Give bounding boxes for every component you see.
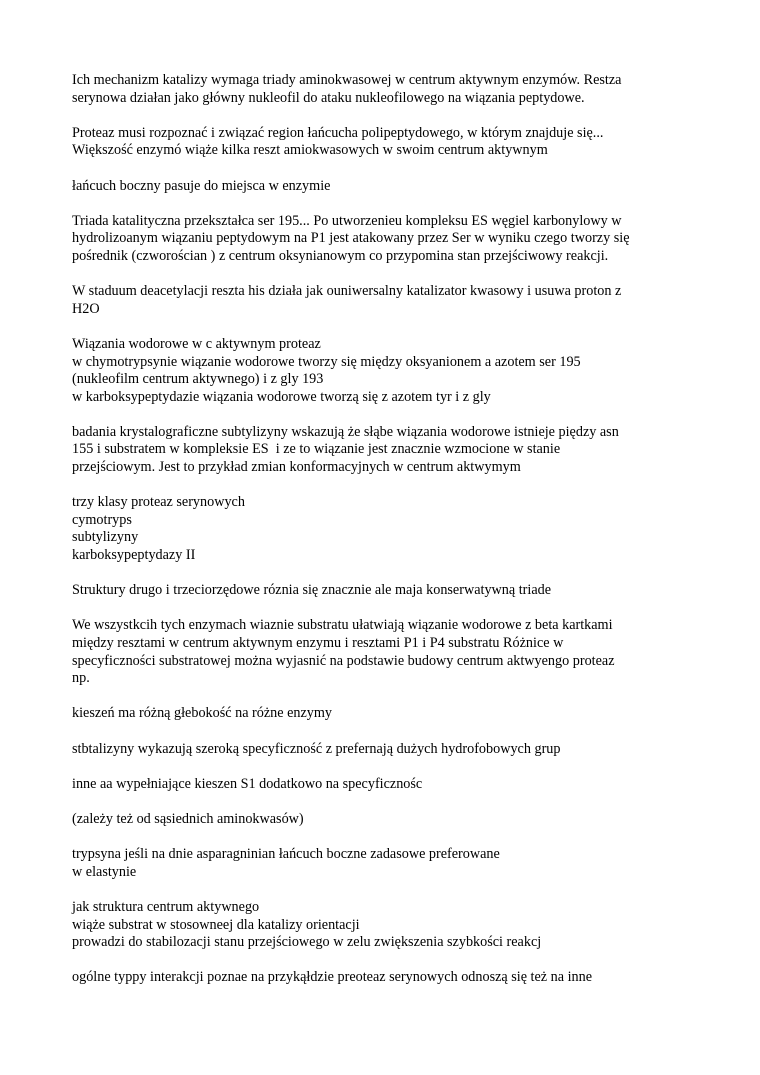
paragraph <box>72 424 692 477</box>
paragraph <box>72 969 692 987</box>
paragraph <box>72 846 692 881</box>
text-line: trzy klasy proteaz serynowych <box>72 494 245 511</box>
paragraph <box>72 125 692 160</box>
document-page <box>72 72 692 1004</box>
text-line: 155 i substratem w kompleksie ES i ze to wiązanie jest znacznie wzmocione w stanie <box>72 441 561 458</box>
text-line: łańcuch boczny pasuje do miejsca w enzymie <box>72 177 331 194</box>
text-line: karboksypeptydazy II <box>72 547 196 564</box>
paragraph <box>72 811 692 829</box>
text-line: We wszystkcih tych enzymach wiaznie substratu ułatwiają wiązanie wodorowe z beta kartkami <box>72 617 613 634</box>
paragraph <box>72 336 692 406</box>
text-line: stbtalizyny wykazują szeroką specyficzność z prefernają dużych hydrofobowych grup <box>72 740 561 757</box>
text-line: H2O <box>72 300 100 317</box>
paragraph <box>72 494 692 564</box>
text-line: pośrednik (czworościan ) z centrum oksynianowym co przypomina stan przejściwowy reakcji. <box>72 247 609 264</box>
paragraph <box>72 582 692 600</box>
text-line: Ich mechanizm katalizy wymaga triady aminokwasowej w centrum aktywnym enzymów. Restza <box>72 72 622 88</box>
text-line: (zależy też od sąsiednich aminokwasów) <box>72 810 304 827</box>
paragraph <box>72 283 692 318</box>
text-line: wiąże substrat w stosowneej dla katalizy orientacji <box>72 916 360 933</box>
paragraph <box>72 899 692 952</box>
text-line: trypsyna jeśli na dnie asparagninian łańcuch boczne zadasowe preferowane <box>72 846 500 863</box>
text-line: (nukleofilm centrum aktywnego) i z gly 193 <box>72 371 324 388</box>
paragraph <box>72 776 692 794</box>
text-line: hydrolizoanym wiązaniu peptydowym na P1 jest atakowany przez Ser w wyniku czego tworzy się <box>72 230 630 247</box>
text-line: kieszeń ma różną głebokość na różne enzymy <box>72 705 332 722</box>
text-line: Większość enzymó wiąże kilka reszt amiokwasowych w swoim centrum aktywnym <box>72 142 548 159</box>
paragraph <box>72 705 692 723</box>
text-line: Triada katalityczna przekształca ser 195... Po utworzenieu kompleksu ES węgiel karbonylowy w <box>72 212 622 229</box>
text-line: np. <box>72 670 90 687</box>
text-line: inne aa wypełniające kieszen S1 dodatkowo na specyficznośc <box>72 775 423 792</box>
text-line: serynowa działan jako główny nukleofil do ataku nukleofilowego na wiązania peptydowe. <box>72 89 585 106</box>
text-line: jak struktura centrum aktywnego <box>72 898 260 915</box>
text-line: W staduum deacetylacji reszta his działa jak ouniwersalny katalizator kwasowy i usuwa proton z <box>72 283 622 300</box>
text-line: ogólne typpy interakcji poznae na przykąłdzie preoteaz serynowych odnoszą się też na inne <box>72 969 592 986</box>
text-line: między resztami w centrum aktywnym enzymu i resztami P1 i P4 substratu Różnice w <box>72 635 564 651</box>
paragraph <box>72 213 692 266</box>
text-line: prowadzi do stabilozacji stanu przejściowego w zelu zwiększenia szybkości reakcj <box>72 934 542 951</box>
text-line: specyficzności substratowej można wyjasnić na podstawie budowy centrum aktwyengo proteaz <box>72 652 615 669</box>
text-line: w elastynie <box>72 863 137 880</box>
text-line: przejściowym. Jest to przykład zmian konformacyjnych w centrum aktwymym <box>72 459 521 476</box>
paragraph <box>72 741 692 759</box>
paragraph <box>72 72 692 107</box>
text-line: Wiązania wodorowe w c aktywnym proteaz <box>72 335 321 352</box>
text-line: w karboksypeptydazie wiązania wodorowe tworzą się z azotem tyr i z gly <box>72 388 491 405</box>
text-line: w chymotrypsynie wiązanie wodorowe tworzy się między oksyanionem a azotem ser 195 <box>72 353 581 370</box>
text-line: subtylizyny <box>72 529 139 546</box>
paragraph <box>72 617 692 687</box>
paragraph <box>72 178 692 196</box>
text-line: cymotryps <box>72 511 132 528</box>
text-line: Proteaz musi rozpoznać i związać region łańcucha polipeptydowego, w którym znajduje się... <box>72 124 604 141</box>
text-line: Struktury drugo i trzeciorzędowe róznia się znacznie ale maja konserwatywną triade <box>72 582 552 599</box>
text-line: badania krystalograficzne subtylizyny wskazują że słąbe wiązania wodorowe istnieje piędzy asn <box>72 423 619 440</box>
